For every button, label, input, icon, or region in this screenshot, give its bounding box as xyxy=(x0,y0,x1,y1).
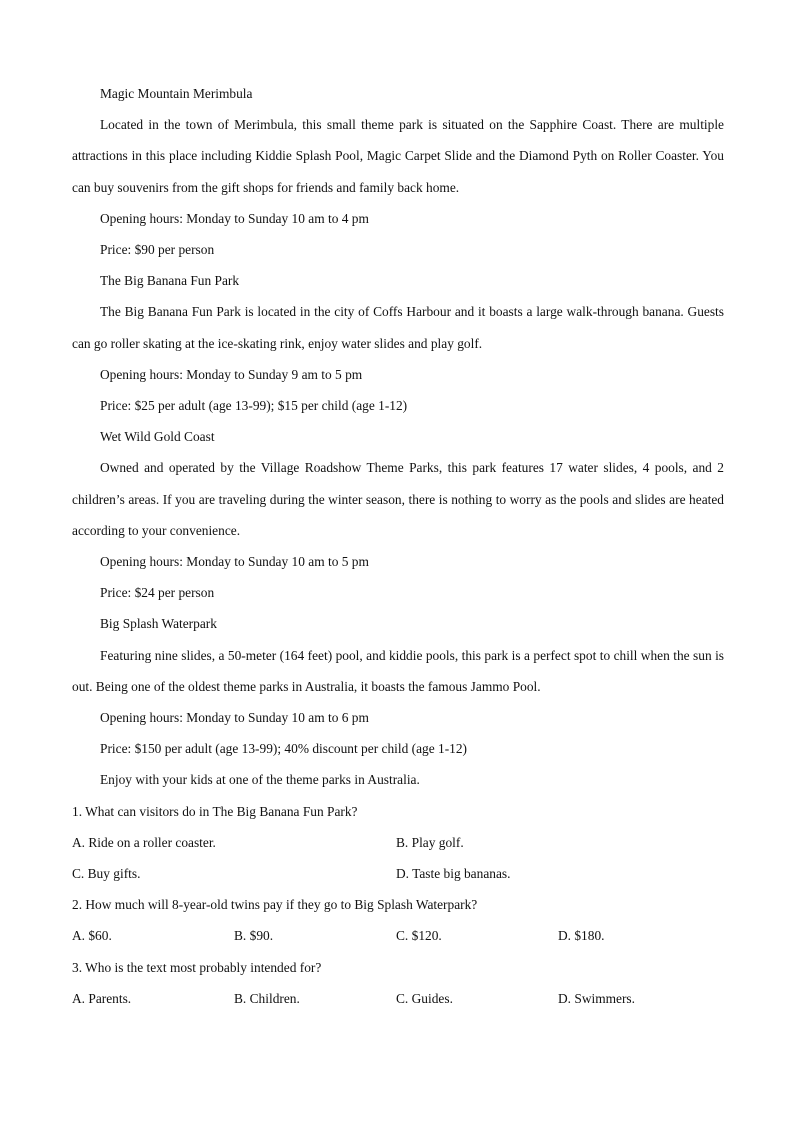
answer-options xyxy=(72,920,724,951)
park-name: Big Splash Waterpark xyxy=(100,616,217,632)
park-name: Wet Wild Gold Coast xyxy=(100,429,215,445)
document-page xyxy=(72,78,724,1014)
answer-option-a[interactable]: A. Ride on a roller coaster. xyxy=(72,834,216,850)
answer-option-c[interactable]: C. $120. xyxy=(396,928,442,944)
park-hours: Opening hours: Monday to Sunday 10 am to 4 pm xyxy=(100,210,369,226)
park-section-big-splash xyxy=(72,608,724,764)
answer-option-a[interactable]: A. Parents. xyxy=(72,990,132,1006)
park-description: Featuring nine slides, a 50-meter (164 feet) pool, and kiddie pools, this park is a perfect spot to chill when the sun is out. Being one of the oldest theme parks in Australia, it boasts the famous Jammo Pool. xyxy=(72,647,724,694)
park-name: The Big Banana Fun Park xyxy=(100,273,240,289)
answer-option-d[interactable]: D. Taste big bananas. xyxy=(396,866,511,882)
answer-option-c[interactable]: C. Guides. xyxy=(396,990,453,1006)
question-1 xyxy=(72,796,724,890)
answer-options xyxy=(72,827,724,858)
park-hours: Opening hours: Monday to Sunday 10 am to 5 pm xyxy=(100,554,369,570)
park-price: Price: $25 per adult (age 13-99); $15 per child (age 1-12) xyxy=(100,398,408,414)
park-price: Price: $150 per adult (age 13-99); 40% discount per child (age 1-12) xyxy=(100,741,468,757)
question-3 xyxy=(72,952,724,1014)
question-2 xyxy=(72,889,724,951)
answer-option-d[interactable]: D. $180. xyxy=(558,928,605,944)
park-hours: Opening hours: Monday to Sunday 10 am to 6 pm xyxy=(100,710,369,726)
park-name: Magic Mountain Merimbula xyxy=(100,86,253,101)
answer-option-d[interactable]: D. Swimmers. xyxy=(558,990,635,1006)
answer-option-b[interactable]: B. Children. xyxy=(234,990,300,1006)
answer-option-c[interactable]: C. Buy gifts. xyxy=(72,866,141,882)
park-price: Price: $90 per person xyxy=(100,242,215,258)
park-hours: Opening hours: Monday to Sunday 9 am to 5 pm xyxy=(100,366,363,382)
answer-option-b[interactable]: B. Play golf. xyxy=(396,834,464,850)
park-description: The Big Banana Fun Park is located in the city of Coffs Harbour and it boasts a large walk-through banana. Guests can go roller skating at the ice-skating rink, enjoy water slides and play golf. xyxy=(72,304,724,351)
park-description: Located in the town of Merimbula, this small theme park is situated on the Sapphire Coast. There are multiple attractions in this place including Kiddie Splash Pool, Magic Carpet Slide and the Diamond Pyth on Roller Coaster. You can buy souvenirs from the gift shops for friends and family back home. xyxy=(72,117,724,195)
answer-options xyxy=(72,983,724,1014)
answer-options xyxy=(72,858,724,889)
park-section-big-banana xyxy=(72,265,724,421)
answer-option-a[interactable]: A. $60. xyxy=(72,928,112,944)
park-description: Owned and operated by the Village Roadshow Theme Parks, this park features 17 water slides, 4 pools, and 2 children’s areas. If you are traveling during the winter season, there is nothing to worry as the pools and slides are heated according to your convenience. xyxy=(72,460,724,538)
closing-line: Enjoy with your kids at one of the theme parks in Australia. xyxy=(100,772,420,788)
answer-option-b[interactable]: B. $90. xyxy=(234,928,274,944)
park-section-magic-mountain xyxy=(72,78,724,265)
question-text: 2. How much will 8-year-old twins pay if they go to Big Splash Waterpark? xyxy=(72,897,478,913)
park-price: Price: $24 per person xyxy=(100,585,215,601)
question-text: 3. Who is the text most probably intended for? xyxy=(72,959,322,975)
park-section-wet-wild xyxy=(72,421,724,608)
question-text: 1. What can visitors do in The Big Banana Fun Park? xyxy=(72,803,358,819)
